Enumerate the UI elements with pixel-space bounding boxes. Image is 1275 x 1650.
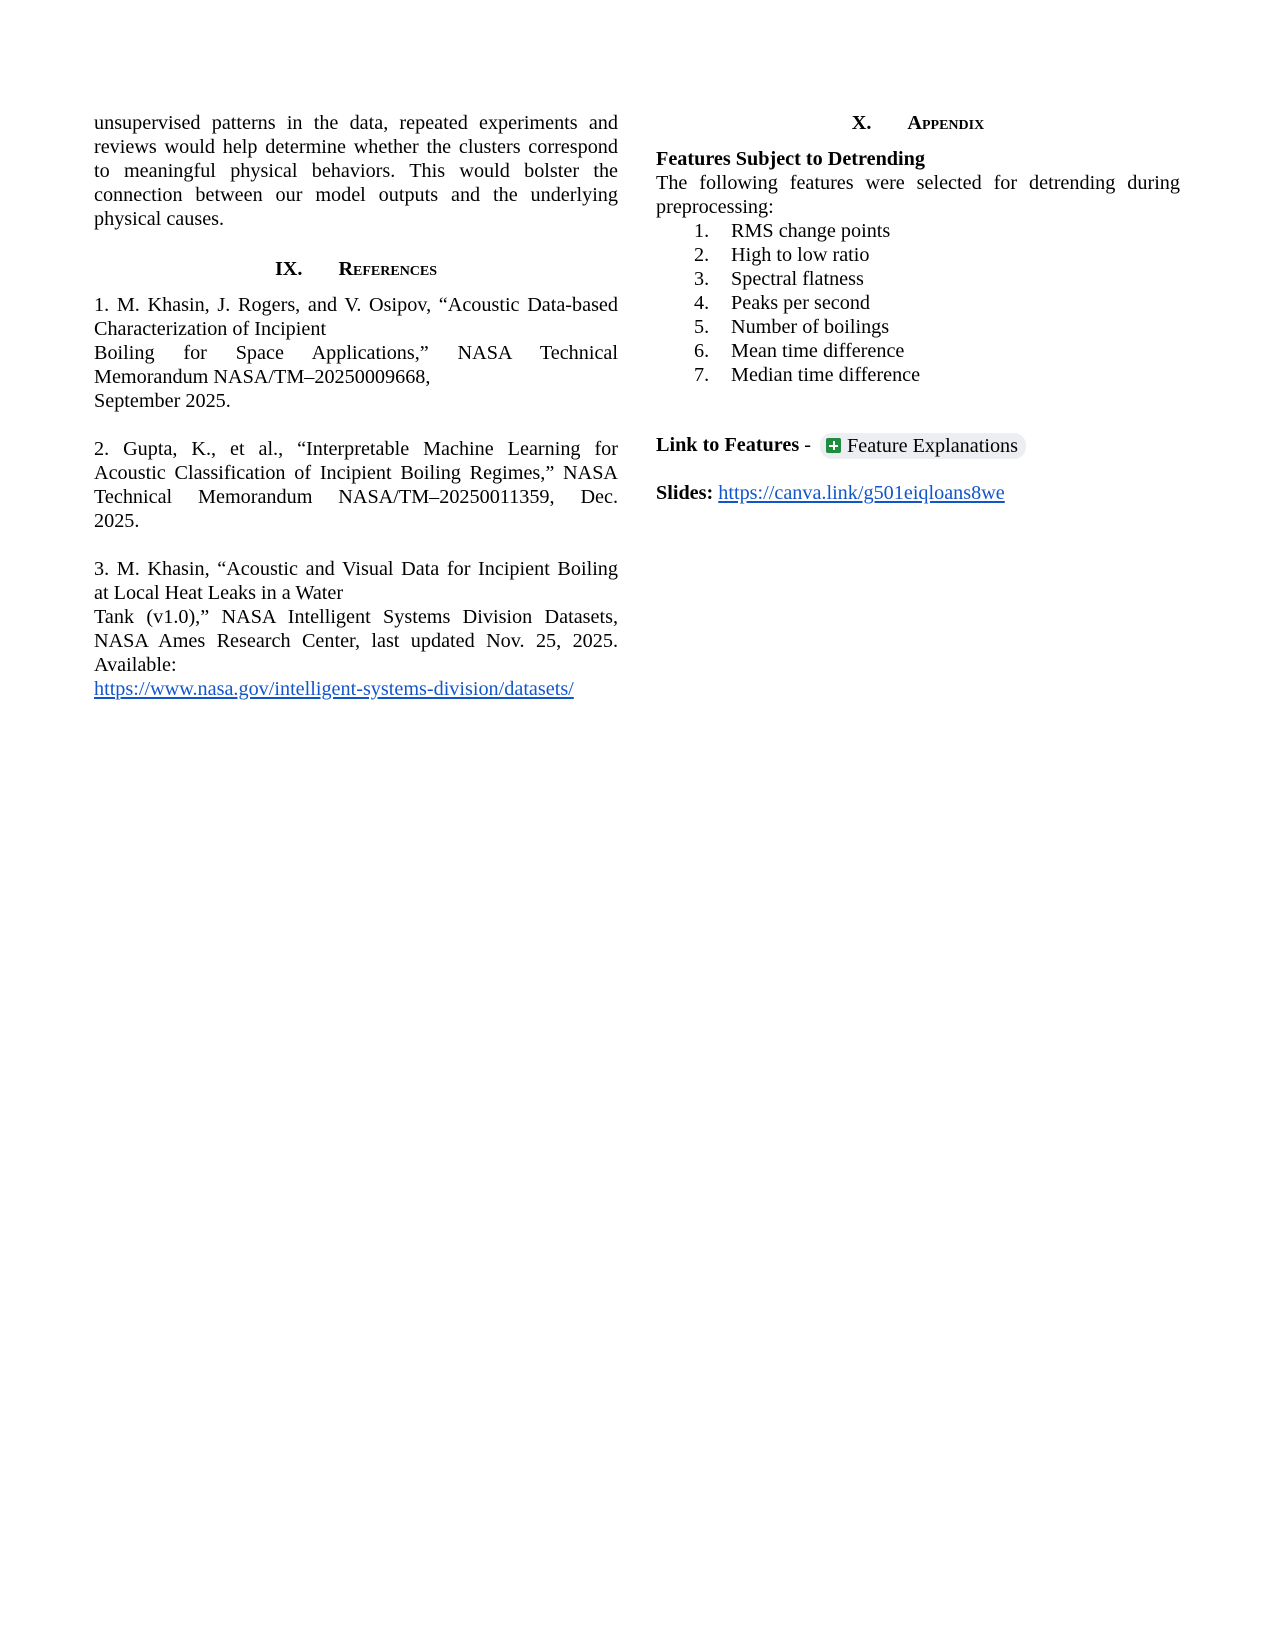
- list-item-number: 6.: [694, 340, 710, 362]
- reference-line: Available:: [94, 654, 177, 676]
- list-item-label: High to low ratio: [731, 244, 870, 266]
- feature-explanations-label: Feature Explanations: [847, 435, 1018, 458]
- appendix-heading: [656, 111, 1180, 135]
- list-item: [656, 339, 1180, 363]
- list-item: [656, 315, 1180, 339]
- detrending-feature-list: [656, 219, 1180, 387]
- reference-3: [94, 557, 618, 701]
- list-item-label: Spectral flatness: [731, 268, 864, 290]
- reference-line: Acoustic Classification of Incipient Boiling Regimes,” NASA: [94, 462, 618, 484]
- list-item: [656, 243, 1180, 267]
- link-to-features-row: [656, 433, 1180, 459]
- reference-line: 2. Gupta, K., et al., “Interpretable Machine Learning for: [94, 438, 618, 460]
- appendix-title: Appendix: [907, 112, 985, 134]
- reference-line: at Local Heat Leaks in a Water: [94, 582, 344, 604]
- reference-line: Tank (v1.0),” NASA Intelligent Systems Division Datasets,: [94, 606, 618, 628]
- slides-row: [656, 481, 1180, 505]
- reference-line: 1. M. Khasin, J. Rogers, and V. Osipov, “Acoustic Data-based: [94, 294, 618, 316]
- list-item-label: Median time difference: [731, 364, 921, 386]
- dataset-link[interactable]: https://www.nasa.gov/intelligent-systems-division/datasets/: [94, 678, 574, 700]
- list-item-number: 3.: [694, 268, 710, 290]
- detrending-heading: Features Subject to Detrending: [656, 148, 925, 170]
- slides-link[interactable]: https://canva.link/g501eiqloans8we: [718, 482, 1005, 505]
- list-item: [656, 363, 1180, 387]
- reference-line: Boiling for Space Applications,” NASA Technical: [94, 342, 618, 364]
- right-column: [656, 111, 1180, 505]
- intro-line: reviews would help determine whether the clusters correspond: [94, 136, 618, 158]
- list-item-number: 5.: [694, 316, 710, 338]
- slides-label: Slides:: [656, 482, 714, 505]
- reference-line: September 2025.: [94, 390, 231, 412]
- description-line: The following features were selected for detrending during: [656, 172, 1180, 194]
- reference-line: 3. M. Khasin, “Acoustic and Visual Data for Incipient Boiling: [94, 558, 618, 580]
- references-title: References: [338, 258, 438, 280]
- left-column: [94, 111, 618, 701]
- intro-line: physical causes.: [94, 208, 225, 230]
- references-heading: [94, 257, 618, 281]
- list-item-number: 2.: [694, 244, 710, 266]
- reference-line: Characterization of Incipient: [94, 318, 327, 340]
- intro-line: connection between our model outputs and the underlying: [94, 184, 618, 206]
- link-to-features-label: Link to Features: [656, 434, 800, 456]
- google-sheets-icon: [826, 438, 841, 453]
- list-item-label: RMS change points: [731, 220, 891, 242]
- detrending-description: [656, 171, 1180, 219]
- reference-line: Memorandum NASA/TM–20250009668,: [94, 366, 431, 388]
- description-line: preprocessing:: [656, 196, 774, 218]
- list-item-number: 4.: [694, 292, 710, 314]
- reference-line: 2025.: [94, 510, 140, 532]
- list-item: [656, 291, 1180, 315]
- list-item: [656, 219, 1180, 243]
- reference-1: [94, 293, 618, 413]
- list-item-label: Number of boilings: [731, 316, 890, 338]
- list-item-label: Mean time difference: [731, 340, 905, 362]
- intro-line: unsupervised patterns in the data, repeated experiments and: [94, 112, 618, 134]
- intro-line: to meaningful physical behaviors. This would bolster the: [94, 160, 618, 182]
- appendix-numeral: X.: [851, 112, 872, 134]
- references-numeral: IX.: [274, 258, 303, 280]
- reference-line: NASA Ames Research Center, last updated Nov. 25, 2025.: [94, 630, 618, 652]
- link-separator: -: [804, 434, 811, 456]
- list-item-number: 1.: [694, 220, 710, 242]
- reference-line: Technical Memorandum NASA/TM–20250011359, Dec.: [94, 486, 618, 508]
- list-item: [656, 267, 1180, 291]
- list-item-label: Peaks per second: [731, 292, 871, 314]
- list-item-number: 7.: [694, 364, 710, 386]
- feature-explanations-chip[interactable]: [820, 433, 1026, 459]
- intro-paragraph: [94, 111, 618, 231]
- reference-2: [94, 437, 618, 533]
